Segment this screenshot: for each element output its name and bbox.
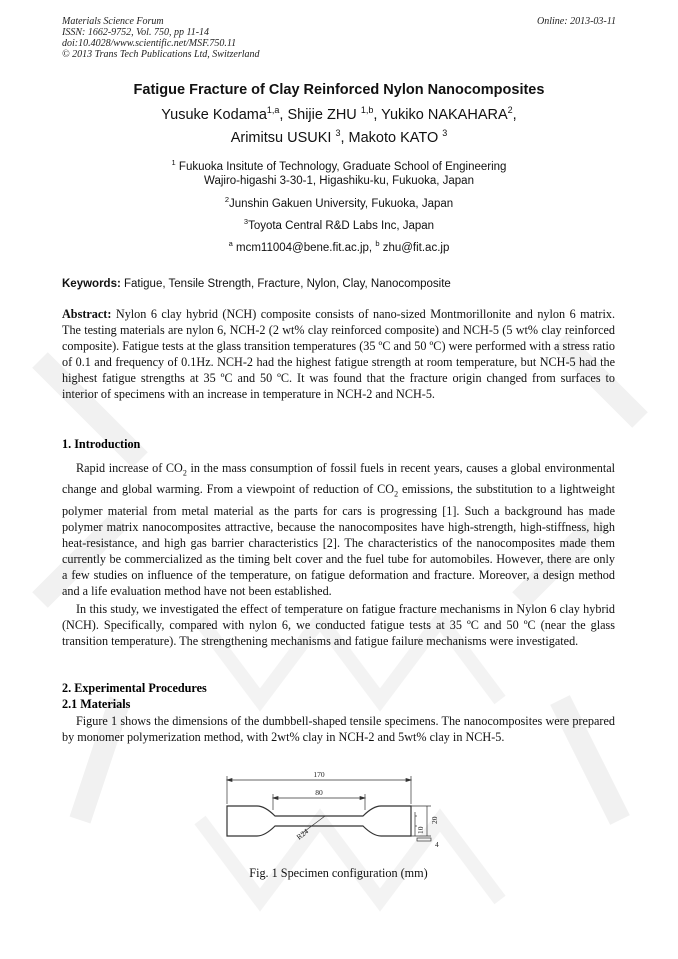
dim-label-thickness: 4 [435,840,439,849]
online-date: Online: 2013-03-11 [537,16,616,27]
journal-name: Materials Science Forum [62,16,164,27]
keywords-label: Keywords: [62,278,121,290]
author-list [40,104,638,150]
email-line [40,241,638,255]
keywords-text: Fatigue, Tensile Strength, Fracture, Nylon, Clay, Nanocomposite [120,278,451,290]
affiliation-1 [40,160,638,188]
dim-label-width-inner: 10 [416,826,425,834]
email-marker: b [375,239,380,249]
dim-label-center: 80 [315,788,323,797]
abstract-text: Nylon 6 clay hybrid (NCH) composite consists of nano-sized Montmorillonite and nylon 6 matrix. The testing materials are nylon 6, NCH-2 (2 wt% clay reinforced composite) and NCH-5 (5 wt% clay reinforced composite). Fatigue tests at the glass transition temperatures (35 ºC and 50 ºC) were performed with a stress ratio of 0.1 and frequency of 0.1Hz. NCH-2 had the highest fatigue strength at room temperature, but NCH-5 had the highest fatigue strengths at 35 ºC and 50 ºC. It was found that the fracture origin changed from surfaces to interior of specimens with an increase in temperature in NCH-2 and NCH-5. [62,307,615,401]
author-name: , Yukiko NAKAHARA [373,107,508,123]
specimen-drawing [205,772,445,852]
paragraph-text: in the mass consumption of fossil fuels in recent years, causes a global environmental change and global warming. From a viewpoint of reduction of CO [62,461,615,497]
affil-marker: 3 [243,217,249,227]
paragraph-text: Rapid increase of CO [76,461,183,475]
dim-label-width-outer: 20 [430,816,439,824]
author-affil-marker: 2 [507,105,513,116]
affil-line: Junshin Gakuen University, Fukuoka, Japan [229,198,454,210]
section-heading-experimental: 2. Experimental Procedures [62,681,207,695]
affiliation-3 [40,219,638,233]
author-name: , Makoto KATO [340,130,443,146]
author-affil-marker: 1,a [266,105,280,116]
affil-line: Fukuoka Insitute of Technology, Graduate School of Engineering [175,161,507,173]
paragraph-text: emissions, the substitution to a lightweight polymer material from metal material as the parts for cars is progressing [1]. Such a background has made polymer matrix nanocomposites attractive, because the nanocomposites have high-strength, high-stiffness, high heat-resistance, and high gas barrier characteristics [2]. The characteristics of the nanocomposites made them currently be commercialized as the timing belt cover and the fuel tube for automobiles. However, there are only a few studies on influence of the temperature, on fatigue deformation and fracture. Moreover, a design method and a life evaluation method have not been established. [62,482,615,598]
specimen-outline [227,806,411,836]
author-name: Arimitsu USUKI [230,130,336,146]
affil-marker: 2 [224,195,229,205]
figure-caption: Fig. 1 Specimen configuration (mm) [249,866,428,880]
paper-title: Fatigue Fracture of Clay Reinforced Nylon Nanocomposites [133,82,545,98]
dim-label-radius: R24 [294,826,311,842]
dim-label-total: 170 [313,772,325,779]
paragraph: In this study, we investigated the effect of temperature on fatigue fracture mechanisms in Nylon 6 clay hybrid (NCH). Specifically, compared with nylon 6, we conducted fatigue tests at 35 ºC and 50 ºC (near the glass transition temperature). The strengthening mechanisms and fatigue failure mechanisms were investigated. [62,602,615,648]
section-heading-introduction: 1. Introduction [62,437,141,451]
affil-marker: 1 [171,158,176,168]
email-address[interactable]: mcm11004@bene.fit.ac.jp, [232,242,376,254]
author-separator: , [512,107,517,123]
title-block [40,80,638,255]
subscript: 2 [394,489,399,499]
author-affil-marker: 1,b [360,105,374,116]
copyright-line: © 2013 Trans Tech Publications Ltd, Switzerland [62,49,260,60]
affil-line: Toyota Central R&D Labs Inc, Japan [248,220,435,232]
author-name: Yusuke Kodama [161,107,267,123]
abstract [62,306,615,402]
keywords [62,278,616,290]
affil-address: Wajiro-higashi 3-30-1, Higashiku-ku, Fukuoka, Japan [204,175,474,187]
abstract-label: Abstract: [62,307,112,321]
subscript: 2 [182,468,187,478]
journal-header [62,16,616,60]
author-name: , Shijie ZHU [279,107,361,123]
doi-line[interactable]: doi:10.4028/www.scientific.net/MSF.750.11 [62,38,237,49]
author-affil-marker: 3 [335,128,341,139]
subsection-heading-materials: 2.1 Materials [62,697,131,711]
paragraph [62,460,615,599]
issn-line: ISSN: 1662-9752, Vol. 750, pp 11-14 [62,27,210,38]
author-affil-marker: 3 [442,128,448,139]
email-address[interactable]: zhu@fit.ac.jp [379,242,450,254]
affiliation-2 [40,197,638,211]
email-marker: a [228,239,233,249]
paragraph: Figure 1 shows the dimensions of the dumbbell-shaped tensile specimens. The nanocomposites were prepared by monomer polymerization method, with 2wt% clay in NCH-2 and 5wt% clay in NCH-5. [62,714,615,744]
